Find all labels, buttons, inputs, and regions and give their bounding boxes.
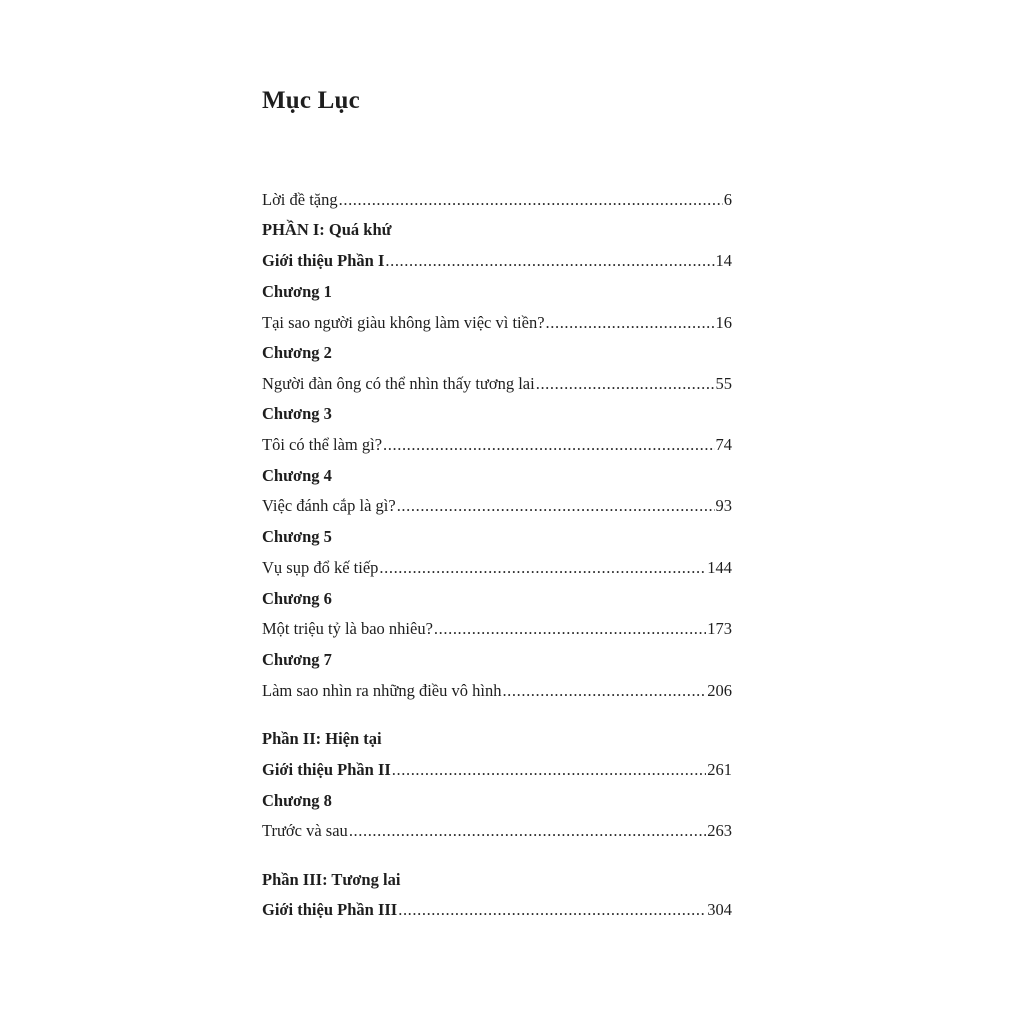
- toc-dot-leader: [392, 758, 706, 782]
- toc-dot-leader: [339, 188, 723, 212]
- toc-entry: [262, 758, 732, 782]
- toc-dot-leader: [379, 556, 706, 580]
- toc-entry-title: PHẦN I: Quá khứ: [262, 220, 392, 239]
- toc-dot-leader: [546, 311, 715, 335]
- toc-entry: [262, 587, 732, 611]
- toc-entry: [262, 218, 732, 242]
- toc-dot-leader: [502, 679, 706, 703]
- toc-entry: [262, 249, 732, 273]
- toc-entry: [262, 898, 732, 922]
- toc-entry-title: Chương 3: [262, 404, 332, 423]
- toc-entry-title: Chương 2: [262, 343, 332, 362]
- toc-entry: [262, 494, 732, 518]
- toc-page-number: 74: [715, 435, 732, 454]
- toc-entry-title: Phần III: Tương lai: [262, 870, 401, 889]
- toc-entry-title: Việc đánh cắp là gì?: [262, 496, 396, 515]
- toc-entry: [262, 341, 732, 365]
- page-title: Mục Lục: [262, 87, 360, 114]
- toc-entry-title: Giới thiệu Phần I: [262, 251, 385, 270]
- toc-entry-title: Chương 5: [262, 527, 332, 546]
- toc-entry-title: Làm sao nhìn ra những điều vô hình: [262, 681, 502, 700]
- toc-page-number: 6: [723, 190, 732, 209]
- toc-entry-title: Chương 7: [262, 650, 332, 669]
- toc-page-number: 93: [715, 496, 732, 515]
- toc-entry: [262, 819, 732, 843]
- toc-entry-title: Chương 8: [262, 791, 332, 810]
- toc-entry: [262, 372, 732, 396]
- toc-entry-title: Tại sao người giàu không làm việc vì tiền?: [262, 313, 545, 332]
- toc-entry: [262, 617, 732, 641]
- toc-page-number: 14: [715, 251, 732, 270]
- toc-entry-title: Chương 1: [262, 282, 332, 301]
- toc-entry: [262, 280, 732, 304]
- toc-entry: [262, 311, 732, 335]
- toc-page-number: 173: [707, 619, 732, 638]
- toc-entry: [262, 188, 732, 212]
- toc-page-number: 206: [707, 681, 732, 700]
- toc-entry-title: Vụ sụp đổ kế tiếp: [262, 558, 379, 577]
- toc-dot-leader: [383, 433, 714, 457]
- toc-page-number: 261: [707, 760, 732, 779]
- toc-page-number: 304: [707, 900, 732, 919]
- toc-entry-title: Chương 6: [262, 589, 332, 608]
- toc-entry: [262, 727, 732, 751]
- toc-entry: [262, 868, 732, 892]
- toc-entry-title: Giới thiệu Phần III: [262, 900, 398, 919]
- toc-entry-title: Một triệu tỷ là bao nhiêu?: [262, 619, 433, 638]
- toc-dot-leader: [349, 819, 706, 843]
- toc-entry: [262, 402, 732, 426]
- toc-dot-leader: [385, 249, 714, 273]
- toc-entry: [262, 679, 732, 703]
- toc-entry-title: Lời đề tặng: [262, 190, 338, 209]
- toc-entry: [262, 433, 732, 457]
- toc-entry-title: Tôi có thể làm gì?: [262, 435, 383, 454]
- toc-page-number: 16: [715, 313, 732, 332]
- toc-entry: [262, 648, 732, 672]
- toc-dot-leader: [397, 494, 715, 518]
- toc-entry: [262, 556, 732, 580]
- toc-entry-title: Giới thiệu Phần II: [262, 760, 391, 779]
- toc-entry: [262, 789, 732, 813]
- toc-dot-leader: [536, 372, 715, 396]
- toc-entry-title: Phần II: Hiện tại: [262, 729, 382, 748]
- toc-entry-title: Chương 4: [262, 466, 332, 485]
- toc-entry: [262, 525, 732, 549]
- toc-entry: [262, 464, 732, 488]
- toc-page-number: 263: [707, 821, 732, 840]
- toc-page-number: 55: [715, 374, 732, 393]
- toc-dot-leader: [434, 617, 706, 641]
- toc-entry-title: Người đàn ông có thể nhìn thấy tương lai: [262, 374, 535, 393]
- toc-entry-title: Trước và sau: [262, 821, 348, 840]
- toc-page-number: 144: [707, 558, 732, 577]
- toc-dot-leader: [398, 898, 706, 922]
